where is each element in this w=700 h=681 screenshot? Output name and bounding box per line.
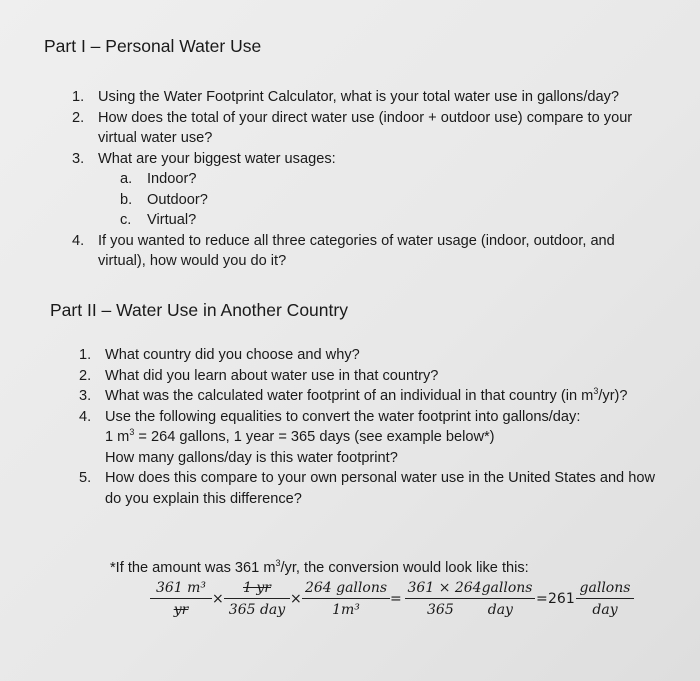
item-letter: a. bbox=[120, 171, 133, 187]
list-item bbox=[79, 407, 679, 469]
fraction-combined: 361 × 264gallons 365 day bbox=[405, 580, 535, 618]
item-number: 5. bbox=[79, 470, 92, 486]
item-letter: b. bbox=[120, 191, 133, 208]
list-item bbox=[72, 108, 682, 149]
fraction-gallons-per-m3: 264 gallons 1m³ bbox=[302, 580, 390, 618]
item-number: 3. bbox=[79, 388, 92, 404]
item-number: 1. bbox=[79, 347, 92, 363]
question-text: If you wanted to reduce all three categories of water usage (indoor, outdoor, and bbox=[98, 232, 615, 249]
list-item bbox=[72, 149, 682, 231]
sub-question-list bbox=[98, 169, 682, 231]
item-number: 2. bbox=[79, 367, 92, 384]
sub-question-text: Virtual? bbox=[147, 212, 197, 228]
part1-heading: Part I – Personal Water Use bbox=[44, 36, 262, 56]
question-text: Using the Water Footprint Calculator, what is your total water use in gallons/day? bbox=[98, 89, 620, 105]
list-item bbox=[120, 210, 682, 231]
item-letter: c. bbox=[120, 212, 132, 228]
list-item bbox=[79, 366, 679, 387]
fraction-m3-per-yr: $\frac{\text{361 m³}}{yr}$ bbox=[150, 580, 212, 618]
item-number: 2. bbox=[72, 109, 85, 126]
question-text-cont: do you explain this difference? bbox=[105, 490, 302, 507]
item-number: 3. bbox=[72, 150, 85, 167]
equals-sign: = bbox=[390, 591, 402, 607]
question-text-cont: How many gallons/day is this water footprint? bbox=[105, 449, 398, 466]
sub-question-text: Indoor? bbox=[147, 171, 197, 187]
times-sign: × bbox=[212, 591, 224, 607]
list-item bbox=[79, 468, 679, 509]
equals-sign: = bbox=[536, 591, 548, 607]
question-text: What did you learn about water use in that country? bbox=[105, 367, 439, 384]
question-text: How does the total of your direct water use (indoor + outdoor use) compare to your bbox=[98, 109, 633, 126]
conversion-equation bbox=[150, 580, 650, 630]
question-text: How does this compare to your own personal water use in the United States and how bbox=[105, 470, 656, 486]
part2-question-list bbox=[79, 345, 679, 509]
list-item bbox=[72, 87, 682, 108]
fraction-result: gallons day bbox=[576, 580, 634, 618]
equality-text: 1 $m^3 = 264$ gallons, 1 year = 365 days (see example below*) bbox=[105, 427, 495, 445]
question-text-cont: virtual water use? bbox=[98, 130, 213, 146]
list-item bbox=[120, 169, 682, 190]
list-item bbox=[72, 231, 682, 272]
item-number: 4. bbox=[79, 408, 92, 425]
question-text-cont: virtual), how would you do it? bbox=[98, 253, 287, 269]
fraction-yr-per-day: 1 yr 365 day bbox=[224, 580, 290, 618]
item-number: 4. bbox=[72, 232, 85, 249]
result-whole: 261 bbox=[548, 591, 575, 607]
question-text: What was the calculated water footprint of an individual in that country (in $m^3/yr$)? bbox=[105, 386, 628, 404]
part2-heading: Part II – Water Use in Another Country bbox=[50, 300, 348, 320]
list-item bbox=[79, 386, 679, 407]
item-number: 1. bbox=[72, 89, 85, 105]
times-sign: × bbox=[290, 591, 302, 607]
list-item bbox=[79, 345, 679, 366]
sub-question-text: Outdoor? bbox=[147, 191, 208, 208]
example-intro: *If the amount was 361 $m^3/yr$, the conversion would look like this: bbox=[110, 558, 529, 576]
list-item bbox=[120, 190, 682, 211]
question-text: Use the following equalities to convert the water footprint into gallons/day: bbox=[105, 408, 581, 425]
question-text: What are your biggest water usages: bbox=[98, 150, 336, 167]
part1-question-list bbox=[72, 87, 682, 272]
question-text: What country did you choose and why? bbox=[105, 347, 360, 363]
